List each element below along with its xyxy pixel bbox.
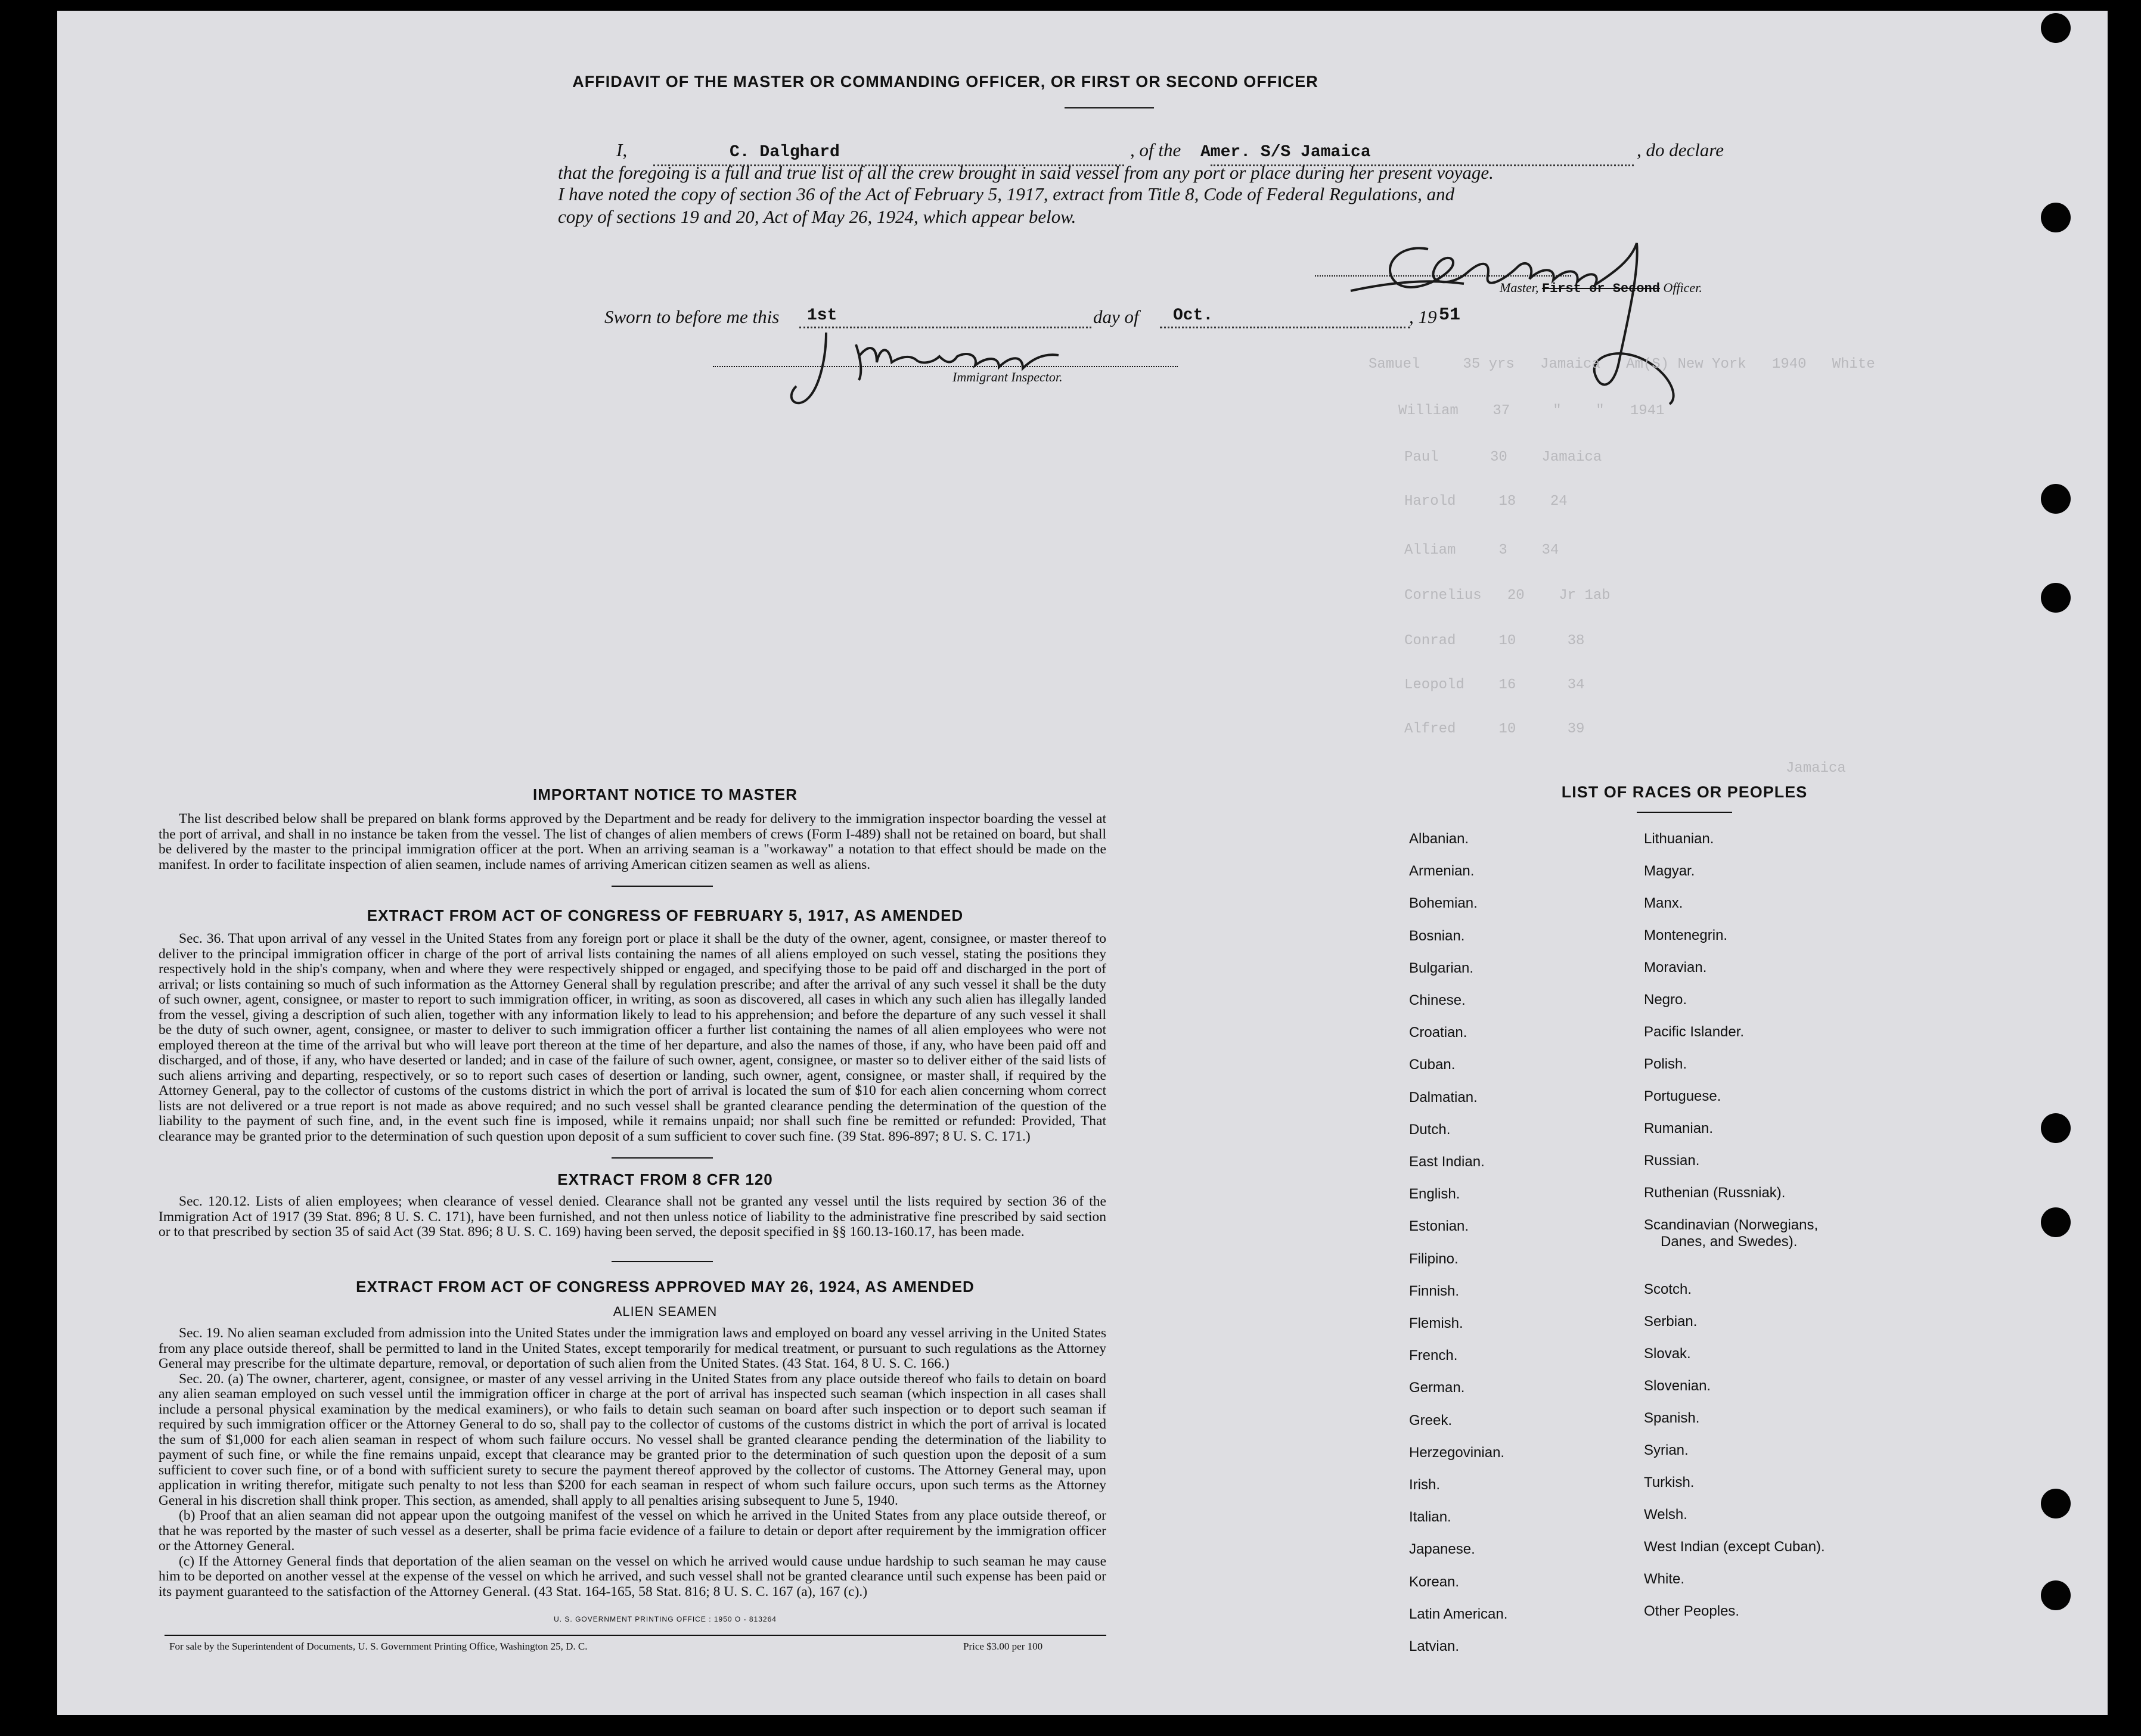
binder-hole bbox=[2041, 484, 2071, 514]
race-item: Bosnian. bbox=[1409, 927, 1465, 944]
race-item: Slovenian. bbox=[1644, 1378, 1711, 1394]
race-item: Manx. bbox=[1644, 895, 1683, 911]
bleed-through-text: Harold 18 24 bbox=[1404, 493, 1568, 510]
race-item: Montenegrin. bbox=[1644, 927, 1728, 943]
sale-notice: For sale by the Superintendent of Documents, U. S. Government Printing Office, Washington 25, D. C. bbox=[169, 1641, 588, 1652]
race-item: Ruthenian (Russniak). bbox=[1644, 1185, 1786, 1201]
race-item: Korean. bbox=[1409, 1573, 1460, 1590]
struck-officer-text: First or Second bbox=[1541, 281, 1660, 296]
master-name: C. Dalghard bbox=[730, 143, 840, 162]
sworn-month: Oct. bbox=[1173, 306, 1214, 325]
document-page bbox=[57, 11, 2108, 1715]
race-item: West Indian (except Cuban). bbox=[1644, 1539, 1825, 1555]
bleed-through-text: Samuel 35 yrs Jamaica Am(S) New York 1940 White bbox=[1369, 356, 1875, 372]
master-caption bbox=[1500, 280, 1702, 296]
race-item: Latvian. bbox=[1409, 1638, 1460, 1654]
month-dotline bbox=[1160, 327, 1410, 328]
binder-hole bbox=[2041, 1113, 2071, 1143]
race-item: Flemish. bbox=[1409, 1315, 1463, 1331]
binder-hole bbox=[2041, 13, 2071, 43]
race-item: Filipino. bbox=[1409, 1250, 1459, 1267]
heading-rule bbox=[1065, 107, 1154, 108]
section-rule bbox=[612, 886, 713, 887]
race-item: Other Peoples. bbox=[1644, 1603, 1740, 1619]
race-item: Chinese. bbox=[1409, 992, 1466, 1008]
race-item: Cuban. bbox=[1409, 1057, 1456, 1073]
affidavit-of-the: , of the bbox=[1130, 139, 1181, 160]
races-heading: LIST OF RACES OR PEOPLES bbox=[1561, 783, 1808, 801]
binder-hole bbox=[2041, 203, 2071, 232]
bleed-through-text: Cornelius 20 Jr 1ab bbox=[1404, 588, 1611, 604]
inspector-signature bbox=[772, 321, 1106, 416]
race-item: Pacific Islander. bbox=[1644, 1024, 1745, 1040]
race-item: Polish. bbox=[1644, 1056, 1687, 1072]
binder-hole bbox=[2041, 1489, 2071, 1518]
race-item: Serbian. bbox=[1644, 1313, 1698, 1330]
binder-hole bbox=[2041, 1580, 2071, 1610]
section-rule bbox=[612, 1261, 713, 1262]
day-of-text: day of bbox=[1093, 306, 1139, 327]
notice-heading: IMPORTANT NOTICE TO MASTER bbox=[533, 785, 798, 803]
binder-hole bbox=[2041, 1207, 2071, 1237]
sec20b-paragraph: (b) Proof that an alien seaman did not appear upon the outgoing manifest of the vessel on which he arrived in the United States from any place outside thereof, or that he was reported by the master of such vessel as a deserter, shall be prima facie evidence of a failure to detain or deport after requirement by the immigration officer or the Attorney General. bbox=[159, 1508, 1106, 1554]
race-item: Japanese. bbox=[1409, 1541, 1475, 1558]
extract-cfr-heading: EXTRACT FROM 8 CFR 120 bbox=[557, 1170, 773, 1188]
binder-hole bbox=[2041, 583, 2071, 613]
master-caption-text: Master, bbox=[1500, 280, 1539, 295]
affidavit-line3: I have noted the copy of section 36 of the Act of February 5, 1917, extract from Title 8, Code of Federal Regulations, and bbox=[558, 184, 1455, 204]
bleed-through-text: Alliam 3 34 bbox=[1404, 542, 1559, 558]
bleed-through-text: William 37 " " 1941 bbox=[1398, 403, 1665, 419]
race-item: English. bbox=[1409, 1186, 1460, 1203]
master-sign-line bbox=[1315, 275, 1571, 277]
inspector-caption: Immigrant Inspector. bbox=[952, 369, 1063, 384]
race-item: Danes, and Swedes). bbox=[1661, 1234, 1798, 1250]
race-item: Portuguese. bbox=[1644, 1088, 1721, 1104]
race-item: Croatian. bbox=[1409, 1024, 1467, 1041]
sworn-day: 1st bbox=[807, 306, 837, 325]
extract-1924-body bbox=[159, 1326, 1106, 1600]
race-item: Scandinavian (Norwegians, bbox=[1644, 1217, 1819, 1233]
sec20a-paragraph: Sec. 20. (a) The owner, charterer, agent, consignee, or master of any vessel arriving in the United States from any place outside thereof who fails to detain on board any alien seaman employed on such vessel until the immigration officer in charge at the port of arrival has inspected such seaman (which inspection in all cases shall include a personal physical examination by the medical examiners), or who fails to detain such seaman on board after such inspection or to deport such seaman if required by such immigration officer or the Attorney General to do so, shall pay to the collector of customs of the customs district in which the port of arrival is located the sum of $1,000 for each alien seaman in respect of whom such failure occurs. No vessel shall be granted clearance pending the determination of the liability to payment of such fine, or while the fine remains unpaid, except that clearance may be granted prior to the determination of such question upon the deposit of a sum sufficient to cover such fine, or of a bond with sufficient surety to secure the payment thereof approved by the collector of customs. The Attorney General may, upon application in writing therefor, mitigate such penalty to not less than $200 for each seaman in respect of whom such failure occurs, upon such terms as the Attorney General in his discretion shall think proper. This section, as amended, shall apply to all penalties arising subsequent to June 5, 1940. bbox=[159, 1371, 1106, 1508]
race-item: Russian. bbox=[1644, 1153, 1700, 1169]
race-item: East Indian. bbox=[1409, 1154, 1485, 1170]
bleed-through-text: Alfred 10 39 bbox=[1404, 721, 1585, 737]
race-item: Scotch. bbox=[1644, 1281, 1692, 1297]
races-rule bbox=[1637, 812, 1732, 813]
race-item: Bulgarian. bbox=[1409, 959, 1474, 976]
race-item: Negro. bbox=[1644, 992, 1687, 1008]
price-notice: Price $3.00 per 100 bbox=[963, 1641, 1043, 1652]
extract-1917-text: Sec. 36. That upon arrival of any vessel in the United States from any foreign port or place it shall be the duty of the owner, agent, consignee, or master thereof to deliver to the principal immigration officer in charge of the port of arrival lists containing the names of all aliens employed on such vessel, stating the positions they respectively hold in the ship's company, when and where they were respectively shipped or engaged, and specifying those to be paid off and discharged in the port of arrival; or lists containing so much of such information as the Attorney General shall by regulation prescribe; and after the arrival of any such vessel it shall be the duty of such owner, agent, consignee, or master to report to such immigration officer, in writing, as soon as discovered, all cases in which any such alien has illegally landed from the vessel, giving a description of such alien, together with any information likely to lead to his apprehension; and before the departure of any such vessel it shall be the duty of such owner, agent, consignee, or master to deliver to such immigration officer a further list containing the names of all alien employees who were not employed thereon at the time of the arrival but who will leave port thereon at the time of her departure, and also the names of those, if any, who have been paid off and discharged, and of those, if any, who have deserted or landed; and in case of the failure of such owner, agent, consignee, or master so to deliver either of the said lists of such aliens arriving and departing, respectively, or so to report such cases of desertion or landing, such owner, agent, consignee, or master shall, if required by the Attorney General, pay to the collector of customs of the customs district in which the port of arrival is located the sum of $10 for each alien concerning whom correct lists are not delivered or a true report is not made as above required; and no such vessel shall be granted clearance pending the determination of the question of the liability to the payment of such fine, and, in the event such fine is imposed, while it remains unpaid; nor shall such fine be remitted or refunded: Provided, That clearance may be granted prior to the determination of such question upon deposit of a sum sufficient to cover such fine. (39 Stat. 896-897; 8 U. S. C. 171.) bbox=[159, 931, 1106, 1144]
extract-1917-heading: EXTRACT FROM ACT OF CONGRESS OF FEBRUARY 5, 1917, AS AMENDED bbox=[367, 906, 964, 924]
section-rule bbox=[612, 1157, 713, 1159]
race-item: Albanian. bbox=[1409, 831, 1469, 847]
race-item: Armenian. bbox=[1409, 863, 1475, 880]
race-item: Lithuanian. bbox=[1644, 831, 1714, 847]
affidavit-heading: AFFIDAVIT OF THE MASTER OR COMMANDING OFFICER, OR FIRST OR SECOND OFFICER bbox=[572, 73, 1318, 91]
footer-rule bbox=[165, 1635, 1106, 1636]
race-item: Finnish. bbox=[1409, 1282, 1460, 1299]
sworn-text: Sworn to before me this bbox=[604, 306, 780, 327]
race-item: White. bbox=[1644, 1571, 1685, 1587]
extract-1924-heading: EXTRACT FROM ACT OF CONGRESS APPROVED MAY 26, 1924, AS AMENDED bbox=[356, 1278, 975, 1296]
bleed-through-text: Paul 30 Jamaica bbox=[1404, 449, 1602, 465]
vessel-name: Amer. S/S Jamaica bbox=[1200, 143, 1371, 162]
race-item: Estonian. bbox=[1409, 1218, 1469, 1235]
sworn-year: 51 bbox=[1439, 305, 1461, 325]
alien-seamen-subheading: ALIEN SEAMEN bbox=[613, 1304, 718, 1319]
race-item: Greek. bbox=[1409, 1412, 1453, 1428]
race-item: Magyar. bbox=[1644, 863, 1695, 879]
bleed-through-text: Leopold 16 34 bbox=[1404, 677, 1585, 693]
inspector-sign-line bbox=[713, 366, 1178, 367]
race-item: Herzegovinian. bbox=[1409, 1444, 1505, 1461]
race-item: Syrian. bbox=[1644, 1442, 1689, 1458]
race-item: Dutch. bbox=[1409, 1121, 1451, 1138]
extract-cfr-text: Sec. 120.12. Lists of alien employees; when clearance of vessel denied. Clearance shall not be granted any vessel until the lists required by section 36 of the Immigration Act of 1917 (39 Stat. 896; 8 U. S. C. 171), have been furnished, and not then unless notice of liability to the administrative fine prescribed by said section or to that prescribed by section 35 of said Act (39 Stat. 896; 8 U. S. C. 169) having been served, the deposit specified in §§ 160.13-160.17, has been made. bbox=[159, 1194, 1106, 1240]
race-item: Spanish. bbox=[1644, 1410, 1700, 1426]
race-item: Rumanian. bbox=[1644, 1120, 1714, 1136]
race-item: Moravian. bbox=[1644, 959, 1707, 976]
race-item: Latin American. bbox=[1409, 1605, 1508, 1622]
affidavit-line2: that the foregoing is a full and true list of all the crew brought in said vessel from any port or place during her present voyage. bbox=[558, 162, 1494, 183]
race-item: French. bbox=[1409, 1347, 1458, 1364]
race-item: Slovak. bbox=[1644, 1346, 1691, 1362]
race-item: Welsh. bbox=[1644, 1507, 1687, 1523]
race-item: Italian. bbox=[1409, 1509, 1451, 1526]
notice-text: The list described below shall be prepared on blank forms approved by the Department and be ready for delivery to the immigration inspector boarding the vessel at the port of arrival, and shall in no instance be taken from the vessel. The list of changes of alien members of crews (Form I-489) shall not be retained on board, but shall be delivered by the master to the principal immigration officer at the port. When an arriving seaman is a "workaway" a notation to that effect should be made on the manifest. In order to facilitate inspection of alien seamen, include names of arriving American citizen seamen as well as aliens. bbox=[159, 811, 1106, 872]
race-item: Dalmatian. bbox=[1409, 1089, 1478, 1105]
officer-caption-text: Officer. bbox=[1663, 280, 1702, 295]
bleed-through-text: Jamaica bbox=[1786, 760, 1846, 777]
race-item: German. bbox=[1409, 1380, 1465, 1396]
bleed-through-text: Conrad 10 38 bbox=[1404, 633, 1585, 649]
sec20c-paragraph: (c) If the Attorney General finds that deportation of the alien seaman on the vessel on which he arrived would cause undue hardship to such seaman he may cause him to be deported on another vessel at the expense of the vessel on which he arrived, and such vessel shall not be granted clearance until such expense has been paid or its payment guaranteed to the satisfaction of the Attorney General. (43 Stat. 164-165, 58 Stat. 816; 8 U. S. C. 167 (a), 167 (c).) bbox=[159, 1553, 1106, 1600]
sec19-paragraph: Sec. 19. No alien seaman excluded from admission into the United States under the immigration laws and employed on board any vessel arriving in the United States from any place outside thereof, shall be permitted to land in the United States, except temporarily for medical treatment, or pursuant to such regulations as the Attorney General may prescribe for the ultimate departure, removal, or deportation of such alien from the United States. (43 Stat. 164, 8 U. S. C. 166.) bbox=[159, 1325, 1106, 1371]
race-item: Bohemian. bbox=[1409, 895, 1478, 912]
race-item: Turkish. bbox=[1644, 1474, 1695, 1490]
affidavit-declare: , do declare bbox=[1637, 139, 1724, 160]
race-item: Irish. bbox=[1409, 1477, 1441, 1493]
affidavit-i: I, bbox=[616, 139, 628, 160]
gpo-imprint: U. S. GOVERNMENT PRINTING OFFICE : 1950 O - 813264 bbox=[554, 1615, 777, 1623]
year-prefix: , 19 bbox=[1409, 306, 1437, 327]
affidavit-line4: copy of sections 19 and 20, Act of May 26, 1924, which appear below. bbox=[558, 206, 1076, 227]
